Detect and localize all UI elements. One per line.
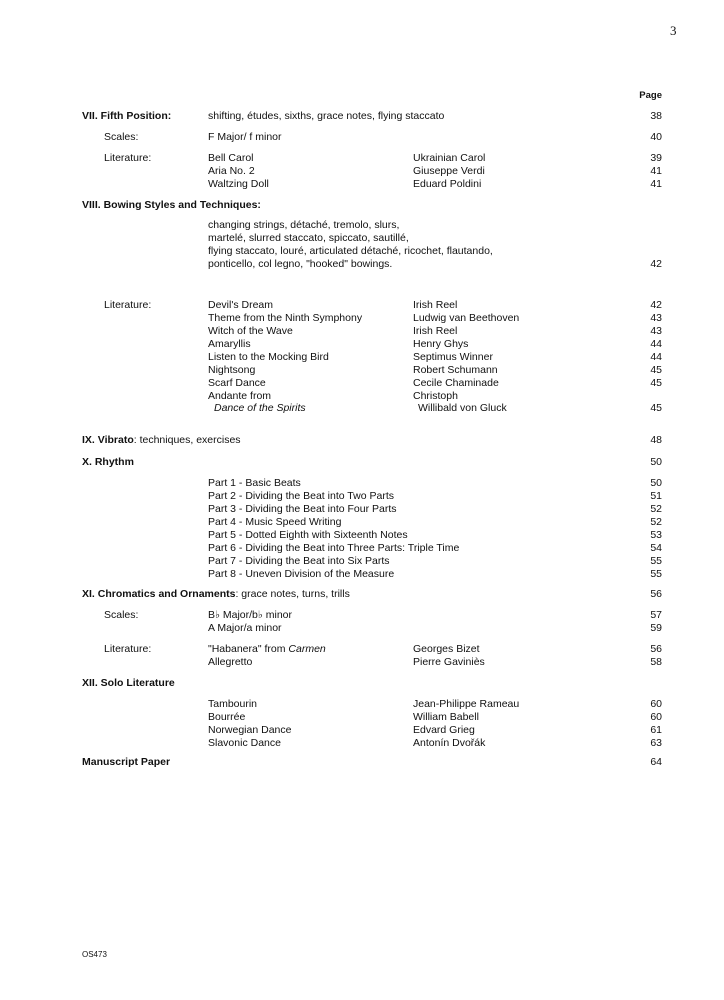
- scale-item: B♭ Major/b♭ minor: [208, 609, 293, 621]
- section-10-title: X. Rhythm: [82, 456, 134, 468]
- section-8-desc-line: martelé, slurred staccato, spiccato, sautillé,: [208, 232, 409, 244]
- rhythm-part-page: 55: [650, 555, 662, 567]
- rhythm-part: Part 8 - Uneven Division of the Measure: [208, 568, 395, 580]
- rhythm-part: Part 2 - Dividing the Beat into Two Parts: [208, 490, 394, 502]
- lit-composer: Willibald von Gluck: [418, 402, 507, 414]
- lit-composer: Jean-Philippe Rameau: [413, 698, 520, 710]
- lit-page: 60: [650, 698, 662, 710]
- rhythm-part-page: 52: [650, 503, 662, 515]
- lit-title: Witch of the Wave: [208, 325, 293, 337]
- lit-composer: Irish Reel: [413, 325, 458, 337]
- section-8-desc-page: 42: [650, 258, 662, 270]
- section-10-page: 50: [650, 456, 662, 468]
- section-9-heading: [82, 434, 241, 447]
- section-8-title: VIII. Bowing Styles and Techniques:: [82, 199, 261, 211]
- lit-title-italic: Carmen: [288, 643, 326, 655]
- lit-page: 63: [650, 737, 662, 749]
- lit-title: Scarf Dance: [208, 377, 266, 389]
- lit-page: 43: [650, 325, 662, 337]
- scale-item-page: 59: [650, 622, 662, 634]
- rhythm-part: Part 4 - Music Speed Writing: [208, 516, 342, 528]
- lit-composer: Henry Ghys: [413, 338, 469, 350]
- lit-page: 60: [650, 711, 662, 723]
- lit-page: 42: [650, 299, 662, 311]
- lit-title: Norwegian Dance: [208, 724, 292, 736]
- lit-page: 58: [650, 656, 662, 668]
- lit-title: Theme from the Ninth Symphony: [208, 312, 363, 324]
- lit-title: Nightsong: [208, 364, 256, 376]
- lit-title: Bourrée: [208, 711, 246, 723]
- lit-title: Amaryllis: [208, 338, 251, 350]
- section-9-page: 48: [650, 434, 662, 446]
- section-7-desc: shifting, études, sixths, grace notes, flying staccato: [208, 110, 445, 122]
- lit-page: 45: [650, 402, 662, 414]
- lit-composer: William Babell: [413, 711, 479, 723]
- rhythm-part-page: 53: [650, 529, 662, 541]
- section-8-desc-line: changing strings, détaché, tremolo, slurs,: [208, 219, 400, 231]
- lit-composer: Giuseppe Verdi: [413, 165, 485, 177]
- section-11-scales-label: Scales:: [104, 609, 139, 621]
- scale-item: A Major/a minor: [208, 622, 282, 634]
- lit-composer: Robert Schumann: [413, 364, 498, 376]
- rhythm-part: Part 1 - Basic Beats: [208, 477, 301, 489]
- lit-page: 45: [650, 364, 662, 376]
- rhythm-part: Part 6 - Dividing the Beat into Three Parts: Triple Time: [208, 542, 460, 554]
- rhythm-part-page: 55: [650, 568, 662, 580]
- lit-title: Dance of the Spirits: [214, 402, 306, 414]
- section-11-title: XI. Chromatics and Ornaments: [82, 588, 236, 600]
- lit-title-main: "Habanera" from: [208, 643, 289, 655]
- section-11-heading: [82, 588, 350, 601]
- lit-composer: Eduard Poldini: [413, 178, 482, 190]
- rhythm-part-page: 51: [650, 490, 662, 502]
- lit-composer: Christoph: [413, 390, 458, 402]
- lit-composer: Georges Bizet: [413, 643, 480, 655]
- lit-composer: Edvard Grieg: [413, 724, 475, 736]
- lit-page: 44: [650, 351, 662, 363]
- lit-title: Devil's Dream: [208, 299, 274, 311]
- lit-page: 44: [650, 338, 662, 350]
- section-11-desc: : grace notes, turns, trills: [235, 588, 350, 600]
- lit-title: Slavonic Dance: [208, 737, 281, 749]
- section-8-desc-line: ponticello, col legno, "hooked" bowings.: [208, 258, 393, 270]
- footer-code: OS473: [82, 950, 107, 959]
- lit-page: 56: [650, 643, 662, 655]
- lit-composer: Septimus Winner: [413, 351, 493, 363]
- section-7-scales-label: Scales:: [104, 131, 139, 143]
- lit-composer: Cecile Chaminade: [413, 377, 499, 389]
- section-9-title: IX. Vibrato: [82, 434, 134, 446]
- manuscript-title: Manuscript Paper: [82, 756, 171, 768]
- section-7-scales-page: 40: [650, 131, 662, 143]
- lit-title: Bell Carol: [208, 152, 254, 164]
- rhythm-part: Part 7 - Dividing the Beat into Six Parts: [208, 555, 390, 567]
- lit-title: Waltzing Doll: [208, 178, 269, 190]
- lit-title: Allegretto: [208, 656, 253, 668]
- lit-composer: Antonín Dvořák: [413, 737, 486, 749]
- lit-title: Tambourin: [208, 698, 258, 710]
- page-number: 3: [670, 23, 677, 38]
- lit-page: 41: [650, 165, 662, 177]
- section-9-desc: : techniques, exercises: [133, 434, 241, 446]
- lit-composer: Ludwig van Beethoven: [413, 312, 520, 324]
- lit-page: 61: [650, 724, 662, 736]
- rhythm-part-page: 50: [650, 477, 662, 489]
- lit-title: Aria No. 2: [208, 165, 255, 177]
- section-7-title: VII. Fifth Position:: [82, 110, 172, 122]
- section-7-page: 38: [650, 110, 662, 122]
- lit-title: Listen to the Mocking Bird: [208, 351, 329, 363]
- section-11-page: 56: [650, 588, 662, 600]
- rhythm-part-page: 54: [650, 542, 662, 554]
- lit-composer: Irish Reel: [413, 299, 458, 311]
- lit-title: Andante from: [208, 390, 272, 402]
- scale-item-page: 57: [650, 609, 662, 621]
- section-8-lit-label: Literature:: [104, 299, 152, 311]
- page-column-heading: Page: [639, 90, 662, 101]
- lit-page: 45: [650, 377, 662, 389]
- section-11-lit-label: Literature:: [104, 643, 152, 655]
- lit-title: [208, 643, 326, 656]
- section-7-scales: F Major/ f minor: [208, 131, 282, 143]
- section-8-desc-line: flying staccato, louré, articulated détaché, ricochet, flautando,: [208, 245, 493, 257]
- rhythm-part-page: 52: [650, 516, 662, 528]
- section-12-title: XII. Solo Literature: [82, 677, 175, 689]
- section-7-lit-label: Literature:: [104, 152, 152, 164]
- lit-page: 43: [650, 312, 662, 324]
- lit-composer: Ukrainian Carol: [413, 152, 486, 164]
- lit-page: 39: [650, 152, 662, 164]
- lit-page: 41: [650, 178, 662, 190]
- rhythm-part: Part 3 - Dividing the Beat into Four Parts: [208, 503, 397, 515]
- manuscript-page: 64: [650, 756, 662, 768]
- rhythm-part: Part 5 - Dotted Eighth with Sixteenth Notes: [208, 529, 408, 541]
- lit-composer: Pierre Gaviniès: [413, 656, 485, 668]
